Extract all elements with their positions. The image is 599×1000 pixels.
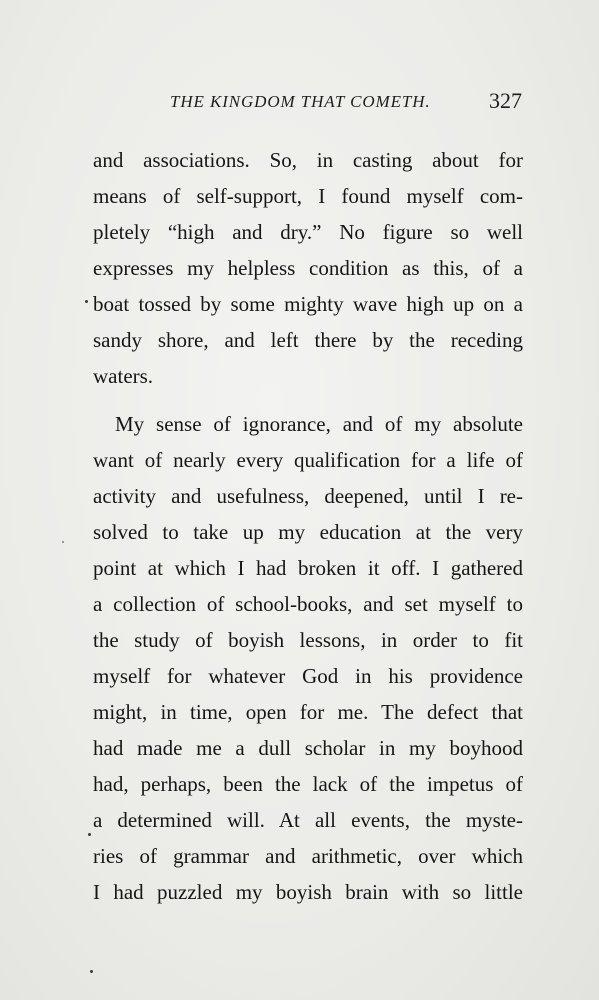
paper-speck bbox=[88, 833, 91, 836]
text-line: the study of boyish lessons, in order to fit bbox=[93, 628, 523, 652]
text-line: activity and usefulness, deepened, until I re- bbox=[93, 484, 523, 508]
text-line: a determined will. At all events, the myste- bbox=[93, 808, 523, 832]
text-line: boat tossed by some mighty wave high up on a bbox=[93, 292, 523, 316]
text-line: a collection of school-books, and set myself to bbox=[93, 592, 523, 616]
paragraph-2 bbox=[93, 406, 523, 910]
text-line: sandy shore, and left there by the receding bbox=[93, 328, 523, 352]
running-title: THE KINGDOM THAT COMETH. bbox=[170, 92, 431, 111]
page-number: 327 bbox=[489, 88, 522, 113]
text-line: means of self-support, I found myself com- bbox=[93, 184, 523, 208]
text-line: waters. bbox=[93, 364, 154, 388]
text-line: ries of grammar and arithmetic, over which bbox=[93, 844, 523, 868]
text-line: want of nearly every qualification for a life of bbox=[93, 448, 523, 472]
text-line: had, perhaps, been the lack of the impetus of bbox=[93, 772, 523, 796]
text-line: might, in time, open for me. The defect that bbox=[93, 700, 523, 724]
paragraph-1 bbox=[93, 142, 523, 394]
text-line: pletely “high and dry.” No figure so well bbox=[93, 220, 523, 244]
paper-speck bbox=[85, 300, 88, 303]
text-line: I had puzzled my boyish brain with so little bbox=[93, 880, 523, 904]
paper-speck bbox=[62, 541, 64, 543]
text-line: expresses my helpless condition as this, of a bbox=[93, 256, 523, 280]
text-line: myself for whatever God in his providence bbox=[93, 664, 523, 688]
page-header bbox=[0, 86, 599, 116]
text-line: had made me a dull scholar in my boyhood bbox=[93, 736, 523, 760]
text-line: solved to take up my education at the very bbox=[93, 520, 523, 544]
text-line: and associations. So, in casting about for bbox=[93, 148, 523, 172]
text-line: My sense of ignorance, and of my absolute bbox=[115, 412, 523, 436]
paper-speck bbox=[90, 970, 93, 973]
body-text bbox=[93, 142, 523, 910]
text-line: point at which I had broken it off. I gathered bbox=[93, 556, 523, 580]
